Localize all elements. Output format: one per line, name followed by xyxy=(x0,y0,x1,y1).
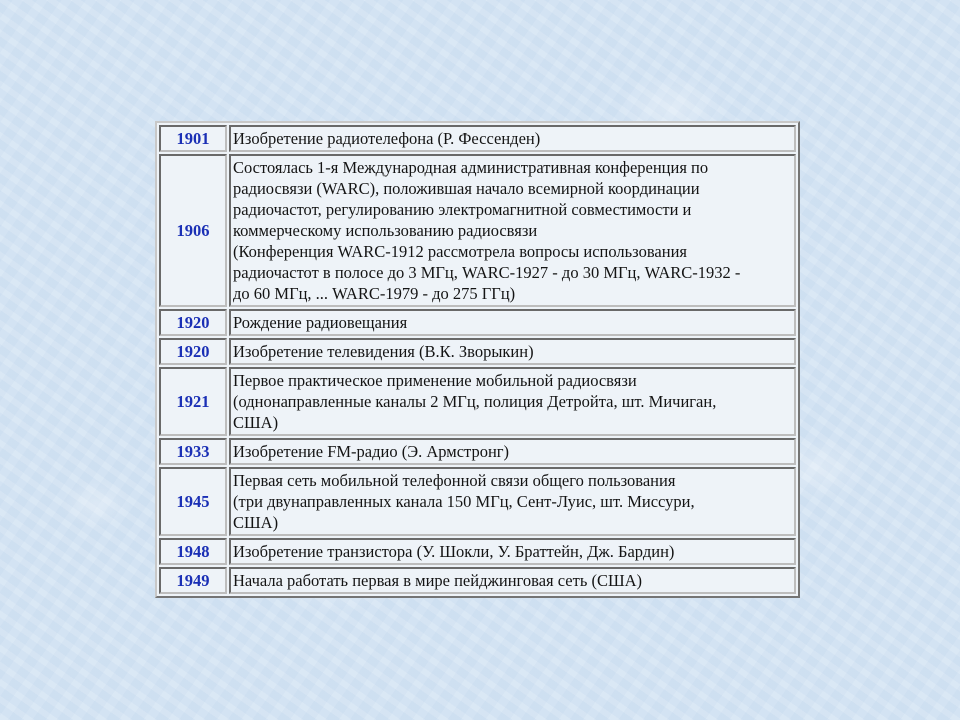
table-row xyxy=(159,538,796,565)
table-row xyxy=(159,154,796,307)
event-text: радиочастот, регулированию электромагнитной совместимости и xyxy=(233,200,692,219)
year-cell: 1949 xyxy=(159,567,227,594)
event-text: Изобретение транзистора (У. Шокли, У. Браттейн, Дж. Бардин) xyxy=(233,542,675,561)
event-cell xyxy=(229,467,796,536)
event-cell xyxy=(229,367,796,436)
table-row xyxy=(159,338,796,365)
event-text: (Конференция WARC-1912 рассмотрела вопросы использования xyxy=(233,242,687,261)
event-text: Первое практическое применение мобильной радиосвязи xyxy=(233,371,637,390)
table-row xyxy=(159,567,796,594)
event-text: Рождение радиовещания xyxy=(233,313,408,332)
table-row xyxy=(159,309,796,336)
event-cell xyxy=(229,309,796,336)
event-text: Состоялась 1-я Международная административная конференция по xyxy=(233,158,709,177)
year-cell: 1901 xyxy=(159,125,227,152)
event-text: радиочастот в полосе до 3 МГц, WARC-1927 - до 30 МГц, WARC-1932 - xyxy=(233,263,741,282)
event-text: Изобретение FM-радио (Э. Армстронг) xyxy=(233,442,510,461)
event-text: (три двунаправленных канала 150 МГц, Сент-Луис, шт. Миссури, xyxy=(233,492,695,511)
event-text: Изобретение радиотелефона (Р. Фессенден) xyxy=(233,129,541,148)
event-text: радиосвязи (WARC), положившая начало всемирной координации xyxy=(233,179,700,198)
event-cell xyxy=(229,154,796,307)
event-cell xyxy=(229,338,796,365)
year-cell: 1921 xyxy=(159,367,227,436)
year-cell: 1920 xyxy=(159,309,227,336)
event-cell xyxy=(229,538,796,565)
event-text: коммерческому использованию радиосвязи xyxy=(233,221,538,240)
event-text: Изобретение телевидения (В.К. Зворыкин) xyxy=(233,342,534,361)
timeline-table xyxy=(155,121,800,598)
year-cell: 1920 xyxy=(159,338,227,365)
year-cell: 1948 xyxy=(159,538,227,565)
year-cell: 1933 xyxy=(159,438,227,465)
event-cell xyxy=(229,438,796,465)
event-text: Начала работать первая в мире пейджинговая сеть (США) xyxy=(233,571,643,590)
table-row xyxy=(159,467,796,536)
year-cell: 1906 xyxy=(159,154,227,307)
event-text: до 60 МГц, ... WARC-1979 - до 275 ГГц) xyxy=(233,284,516,303)
event-text: (однонаправленные каналы 2 МГц, полиция Детройта, шт. Мичиган, xyxy=(233,392,717,411)
event-cell xyxy=(229,125,796,152)
table-row xyxy=(159,125,796,152)
event-text: США) xyxy=(233,413,279,432)
event-text: США) xyxy=(233,513,279,532)
event-cell xyxy=(229,567,796,594)
year-cell: 1945 xyxy=(159,467,227,536)
table-row xyxy=(159,367,796,436)
event-text: Первая сеть мобильной телефонной связи общего пользования xyxy=(233,471,676,490)
table-row xyxy=(159,438,796,465)
